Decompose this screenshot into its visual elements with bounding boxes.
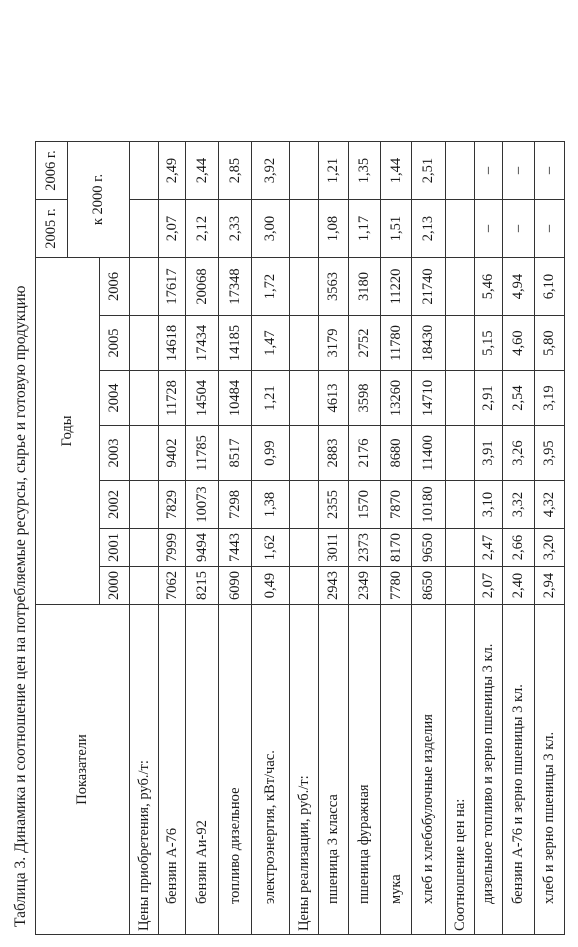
- year-value-cell: 2,91: [475, 371, 503, 426]
- ratio-value-cell: 2,07: [159, 200, 186, 258]
- year-value-cell: 5,46: [475, 258, 503, 316]
- year-value-cell: 8650: [412, 567, 446, 605]
- year-value-cell: 17617: [159, 258, 186, 316]
- ratio-value-cell: 2,51: [412, 142, 446, 200]
- indicators-header: Показатели: [36, 605, 130, 935]
- table-row: [535, 142, 565, 935]
- year-value-cell: 7298: [219, 481, 252, 529]
- year-header-2002: 2002: [100, 481, 130, 529]
- year-value-cell: 2,47: [475, 529, 503, 567]
- year-value-cell: 2,54: [503, 371, 535, 426]
- year-value-cell: 3,32: [503, 481, 535, 529]
- ratio-value-cell: [446, 142, 475, 200]
- year-value-cell: 0,49: [252, 567, 290, 605]
- table-row: [349, 142, 381, 935]
- year-value-cell: 3598: [349, 371, 381, 426]
- section-row: [446, 142, 475, 935]
- table-row: [186, 142, 219, 935]
- year-value-cell: 10073: [186, 481, 219, 529]
- year-value-cell: 3,26: [503, 426, 535, 481]
- year-value-cell: [130, 529, 159, 567]
- year-value-cell: 2373: [349, 529, 381, 567]
- year-value-cell: 2176: [349, 426, 381, 481]
- year-value-cell: [446, 567, 475, 605]
- ratio-2005-header: 2005 г.: [36, 200, 68, 258]
- row-label: электроэнергия, кВт/час.: [252, 605, 290, 935]
- year-value-cell: 14710: [412, 371, 446, 426]
- year-value-cell: 4,94: [503, 258, 535, 316]
- year-value-cell: 3563: [319, 258, 349, 316]
- year-value-cell: [446, 529, 475, 567]
- ratio-value-cell: [290, 142, 319, 200]
- row-label: бензин Аи-92: [186, 605, 219, 935]
- year-value-cell: 3,95: [535, 426, 565, 481]
- year-value-cell: [446, 258, 475, 316]
- ratio-value-cell: [290, 200, 319, 258]
- year-value-cell: 2,40: [503, 567, 535, 605]
- year-value-cell: [130, 567, 159, 605]
- table-row: [381, 142, 412, 935]
- ratio-value-cell: 2,33: [219, 200, 252, 258]
- year-value-cell: [290, 567, 319, 605]
- year-value-cell: 17348: [219, 258, 252, 316]
- year-value-cell: 9494: [186, 529, 219, 567]
- year-value-cell: [130, 481, 159, 529]
- section-label: Цены реализации, руб./т:: [290, 605, 319, 935]
- year-value-cell: 10484: [219, 371, 252, 426]
- year-value-cell: 2355: [319, 481, 349, 529]
- year-value-cell: 7780: [381, 567, 412, 605]
- year-value-cell: 8215: [186, 567, 219, 605]
- year-value-cell: 4,32: [535, 481, 565, 529]
- section-row: [130, 142, 159, 935]
- year-value-cell: 3,10: [475, 481, 503, 529]
- year-value-cell: 11220: [381, 258, 412, 316]
- ratio-value-cell: –: [475, 200, 503, 258]
- year-value-cell: 7870: [381, 481, 412, 529]
- ratio-value-cell: 1,08: [319, 200, 349, 258]
- year-value-cell: [290, 529, 319, 567]
- year-header-2000: 2000: [100, 567, 130, 605]
- year-value-cell: 14185: [219, 316, 252, 371]
- year-value-cell: 17434: [186, 316, 219, 371]
- year-value-cell: [290, 481, 319, 529]
- year-value-cell: 11728: [159, 371, 186, 426]
- ratio-value-cell: 1,51: [381, 200, 412, 258]
- year-value-cell: [290, 426, 319, 481]
- row-label: мука: [381, 605, 412, 935]
- ratio-value-cell: 3,00: [252, 200, 290, 258]
- row-label: пшеница фуражная: [349, 605, 381, 935]
- year-header-2003: 2003: [100, 426, 130, 481]
- year-value-cell: [130, 426, 159, 481]
- year-value-cell: 2752: [349, 316, 381, 371]
- year-value-cell: 2943: [319, 567, 349, 605]
- table-row: [159, 142, 186, 935]
- ratio-value-cell: 2,85: [219, 142, 252, 200]
- ratio-value-cell: 1,17: [349, 200, 381, 258]
- row-label: пшеница 3 класса: [319, 605, 349, 935]
- year-value-cell: [130, 316, 159, 371]
- table-caption: Таблица 3. Динамика и соотношение цен на потребляемые ресурсы, сырье и готовую продукцию: [12, 285, 29, 927]
- year-value-cell: 2349: [349, 567, 381, 605]
- ratio-value-cell: –: [475, 142, 503, 200]
- year-value-cell: 0,99: [252, 426, 290, 481]
- year-value-cell: 5,80: [535, 316, 565, 371]
- table-row: [475, 142, 503, 935]
- year-value-cell: 1,47: [252, 316, 290, 371]
- year-value-cell: 6090: [219, 567, 252, 605]
- year-value-cell: 20068: [186, 258, 219, 316]
- year-value-cell: 7443: [219, 529, 252, 567]
- ratio-value-cell: [130, 200, 159, 258]
- year-value-cell: [290, 371, 319, 426]
- table-row: [412, 142, 446, 935]
- ratio-value-cell: 2,12: [186, 200, 219, 258]
- year-value-cell: 1570: [349, 481, 381, 529]
- year-value-cell: 2,07: [475, 567, 503, 605]
- year-value-cell: 11400: [412, 426, 446, 481]
- year-value-cell: 3,91: [475, 426, 503, 481]
- ratio-value-cell: –: [535, 142, 565, 200]
- year-value-cell: 8680: [381, 426, 412, 481]
- year-header-2004: 2004: [100, 371, 130, 426]
- section-label: Цены приобретения, руб./т:: [130, 605, 159, 935]
- year-value-cell: [290, 316, 319, 371]
- year-value-cell: [290, 258, 319, 316]
- years-group-header: Годы: [36, 258, 100, 605]
- year-value-cell: [130, 371, 159, 426]
- year-value-cell: 3,20: [535, 529, 565, 567]
- year-value-cell: 9650: [412, 529, 446, 567]
- year-value-cell: 8517: [219, 426, 252, 481]
- year-value-cell: 3011: [319, 529, 349, 567]
- year-value-cell: 18430: [412, 316, 446, 371]
- year-value-cell: 4,60: [503, 316, 535, 371]
- ratio-value-cell: [446, 200, 475, 258]
- year-value-cell: [446, 426, 475, 481]
- ratio-base-header: к 2000 г.: [68, 142, 130, 258]
- ratio-value-cell: 3,92: [252, 142, 290, 200]
- table-row: [319, 142, 349, 935]
- row-label: топливо дизельное: [219, 605, 252, 935]
- year-value-cell: 11785: [186, 426, 219, 481]
- year-value-cell: [130, 258, 159, 316]
- row-label: хлеб и зерно пшеницы 3 кл.: [535, 605, 565, 935]
- ratio-value-cell: 1,35: [349, 142, 381, 200]
- year-value-cell: 13260: [381, 371, 412, 426]
- table-row: [503, 142, 535, 935]
- year-value-cell: 7999: [159, 529, 186, 567]
- year-value-cell: 2,66: [503, 529, 535, 567]
- year-value-cell: [446, 481, 475, 529]
- year-value-cell: 4613: [319, 371, 349, 426]
- ratio-value-cell: 2,44: [186, 142, 219, 200]
- section-row: [290, 142, 319, 935]
- year-value-cell: 2,94: [535, 567, 565, 605]
- year-value-cell: 8170: [381, 529, 412, 567]
- ratio-2006-header: 2006 г.: [36, 142, 68, 200]
- year-value-cell: 1,62: [252, 529, 290, 567]
- year-value-cell: 7829: [159, 481, 186, 529]
- year-value-cell: 6,10: [535, 258, 565, 316]
- year-value-cell: 1,38: [252, 481, 290, 529]
- year-value-cell: 3180: [349, 258, 381, 316]
- ratio-value-cell: –: [503, 142, 535, 200]
- year-header-2001: 2001: [100, 529, 130, 567]
- year-value-cell: 3,19: [535, 371, 565, 426]
- row-label: дизельное топливо и зерно пшеницы 3 кл.: [475, 605, 503, 935]
- year-value-cell: [446, 371, 475, 426]
- ratio-value-cell: –: [535, 200, 565, 258]
- year-value-cell: 9402: [159, 426, 186, 481]
- ratio-value-cell: 2,13: [412, 200, 446, 258]
- ratio-value-cell: 2,49: [159, 142, 186, 200]
- year-header-2005: 2005: [100, 316, 130, 371]
- year-value-cell: 14618: [159, 316, 186, 371]
- year-value-cell: 7062: [159, 567, 186, 605]
- row-label: бензин А-76: [159, 605, 186, 935]
- price-table: [35, 141, 565, 935]
- year-value-cell: 21740: [412, 258, 446, 316]
- year-value-cell: 2883: [319, 426, 349, 481]
- row-label: хлеб и хлебобулочные изделия: [412, 605, 446, 935]
- year-value-cell: 5,15: [475, 316, 503, 371]
- section-label: Соотношение цен на:: [446, 605, 475, 935]
- year-value-cell: 11780: [381, 316, 412, 371]
- year-value-cell: 3179: [319, 316, 349, 371]
- ratio-value-cell: –: [503, 200, 535, 258]
- ratio-value-cell: [130, 142, 159, 200]
- year-value-cell: 1,72: [252, 258, 290, 316]
- ratio-value-cell: 1,21: [319, 142, 349, 200]
- year-value-cell: 14504: [186, 371, 219, 426]
- table-row: [252, 142, 290, 935]
- year-value-cell: [446, 316, 475, 371]
- year-value-cell: 1,21: [252, 371, 290, 426]
- table-row: [219, 142, 252, 935]
- year-value-cell: 10180: [412, 481, 446, 529]
- ratio-value-cell: 1,44: [381, 142, 412, 200]
- year-header-2006: 2006: [100, 258, 130, 316]
- row-label: бензин А-76 и зерно пшеницы 3 кл.: [503, 605, 535, 935]
